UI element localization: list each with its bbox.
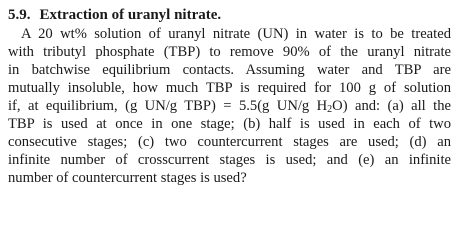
problem-title: Extraction of uranyl nitrate.	[39, 7, 222, 23]
statement-line: A 20 wt% solution of uranyl nitrate (UN) in water is to be treated	[21, 26, 451, 42]
statement-line: mutually insoluble, how much TBP is required for 100 g of solution	[8, 80, 451, 96]
equation-tail: O) and: (a) all the	[332, 98, 451, 114]
statement-line: number of countercurrent stages is used?	[8, 170, 247, 186]
problem-heading	[8, 6, 221, 24]
water-subscript: 2	[327, 104, 333, 115]
statement-line: consecutive stages; (c) two countercurrent stages are used; (d) an	[8, 134, 451, 150]
statement-line: with tributyl phosphate (TBP) to remove 90% of the uranyl nitrate	[8, 44, 451, 60]
equation-text: if, at equilibrium, (g UN/g TBP) = 5.5(g UN/g H	[8, 98, 328, 114]
statement-line-equation	[8, 97, 451, 115]
statement-line: TBP is used at once in one stage; (b) half is used in each of two	[8, 116, 451, 132]
problem-number: 5.9.	[8, 7, 31, 23]
statement-line: in batchwise equilibrium contacts. Assuming water and TBP are	[8, 62, 451, 78]
statement-line: infinite number of crosscurrent stages is used; and (e) an infinite	[8, 152, 451, 168]
problem-statement	[8, 25, 451, 187]
